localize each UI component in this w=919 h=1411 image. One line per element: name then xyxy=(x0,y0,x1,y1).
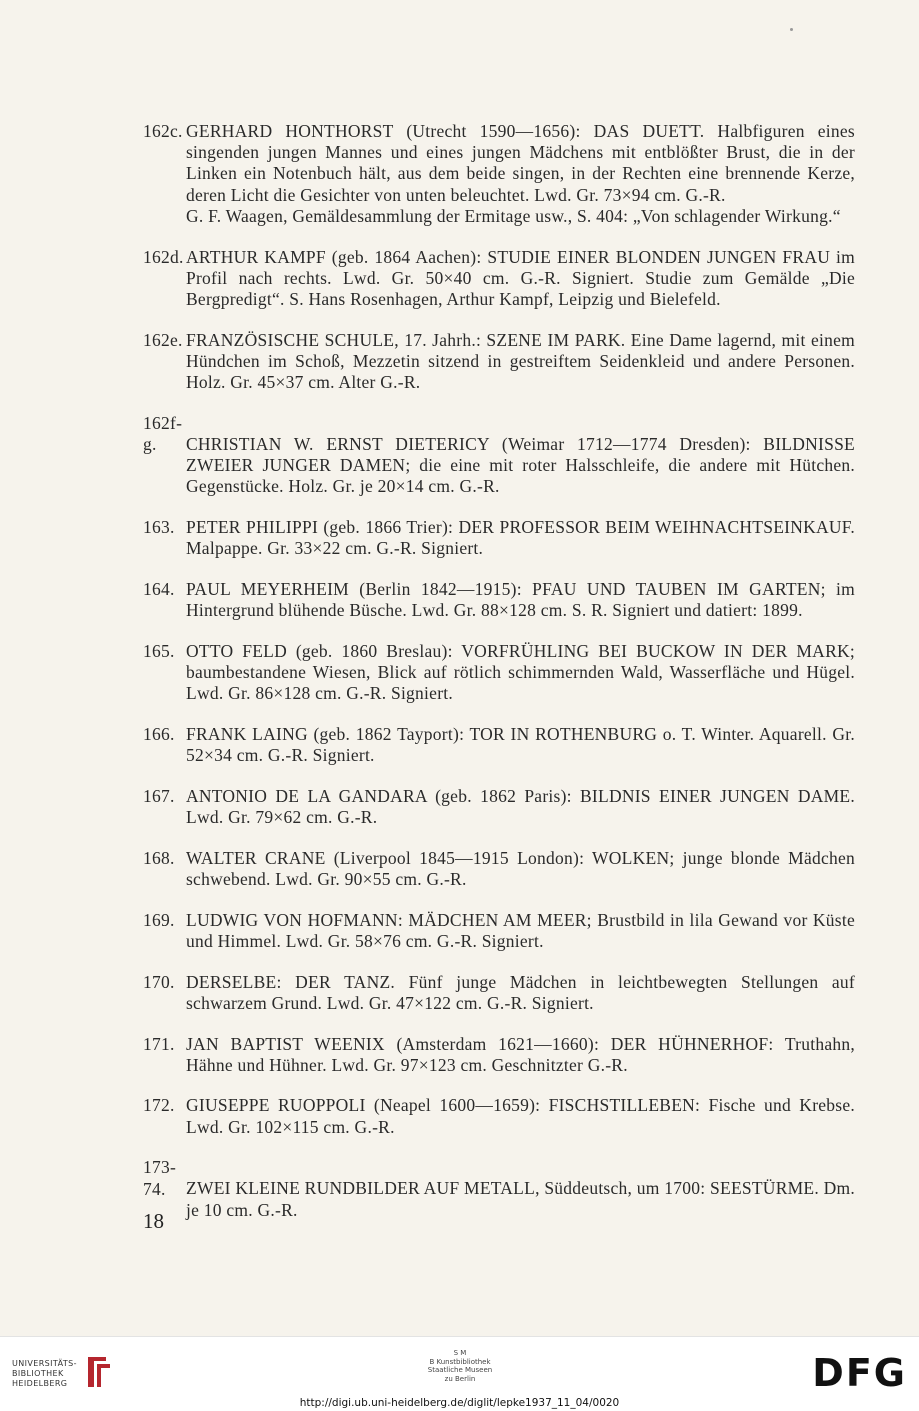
permalink[interactable]: http://digi.ub.uni-heidelberg.de/diglit/lepke1937_11_04/0020 xyxy=(299,1397,620,1409)
lot-description: ANTONIO DE LA GANDARA (geb. 1862 Paris): BILDNIS EINER JUNGEN DAME. Lwd. Gr. 79×62 cm. G.-R. xyxy=(186,785,855,828)
lot-description: FRANZÖSISCHE SCHULE, 17. Jahrh.: SZENE IM PARK. Eine Dame lagernd, mit einem Hündchen im Schoß, Mezzetin sitzend in gestreiftem Seidenkleid und andere Personen. Holz. Gr. 45×37 cm. Alter G.-R. xyxy=(186,329,855,393)
lot-description: FRANK LAING (geb. 1862 Tayport): TOR IN ROTHENBURG o. T. Winter. Aquarell. Gr. 52×34 cm. G.-R. Signiert. xyxy=(186,723,855,766)
lot-number: 170. xyxy=(143,971,175,992)
dfg-logo: DFG xyxy=(812,1351,907,1395)
lot-description: GIUSEPPE RUOPPOLI (Neapel 1600—1659): FISCHSTILLEBEN: Fische und Krebse. Lwd. Gr. 102×115 cm. G.-R. xyxy=(186,1095,855,1137)
lot-number: 162f-g. xyxy=(143,412,183,454)
lot-description: DERSELBE: DER TANZ. Fünf junge Mädchen in leichtbewegten Stellungen auf schwarzem Grund. Lwd. Gr. 47×122 cm. G.-R. Signiert. xyxy=(186,971,855,1013)
catalog-entry xyxy=(143,1095,855,1137)
lot-description: ZWEI KLEINE RUNDBILDER AUF METALL, Süddeutsch, um 1700: SEESTÜRME. Dm. je 10 cm. G.-R. xyxy=(186,1178,855,1220)
stamp-line: Staatliche Museen xyxy=(427,1366,493,1374)
lot-description: PAUL MEYERHEIM (Berlin 1842—1915): PFAU UND TAUBEN IM GARTEN; im Hintergrund blühende Büsche. Lwd. Gr. 88×128 cm. S. R. Signiert und datiert: 1899. xyxy=(186,578,855,621)
lot-number: 167. xyxy=(143,785,175,806)
stamp-line: zu Berlin xyxy=(444,1374,476,1383)
catalog-entry xyxy=(143,579,855,621)
lot-description: JAN BAPTIST WEENIX (Amsterdam 1621—1660): DER HÜHNERHOF: Truthahn, Hähne und Hühner. Lwd. Gr. 97×123 cm. Geschnitzter G.-R. xyxy=(186,1033,855,1075)
catalog-entry xyxy=(143,848,855,890)
lot-number: 166. xyxy=(143,723,175,744)
lot-number: 162e. xyxy=(143,329,183,350)
university-library-label xyxy=(12,1359,77,1389)
lot-number: 168. xyxy=(143,847,175,868)
lot-number: 171. xyxy=(143,1033,175,1054)
catalog-entry xyxy=(143,121,855,227)
lot-description: CHRISTIAN W. ERNST DIETERICY (Weimar 1712—1774 Dresden): BILDNISSE ZWEIER JUNGER DAMEN; die eine mit roter Halsschleife, die andere mit Hütchen. Gegenstücke. Holz. Gr. je 20×14 cm. G.-R. xyxy=(186,433,855,497)
lot-description: WALTER CRANE (Liverpool 1845—1915 London): WOLKEN; junge blonde Mädchen schwebend. Lwd. Gr. 90×55 cm. G.-R. xyxy=(186,847,855,889)
lot-number: 165. xyxy=(143,640,175,661)
catalog-entry xyxy=(143,641,855,705)
catalog-entry xyxy=(143,1157,855,1221)
university-line: HEIDELBERG xyxy=(12,1379,68,1388)
university-line: BIBLIOTHEK xyxy=(12,1369,64,1378)
catalog-entries xyxy=(143,121,855,1240)
catalog-entry xyxy=(143,972,855,1014)
catalog-entry xyxy=(143,1034,855,1076)
stamp-line: S M xyxy=(453,1349,467,1357)
lot-number: 169. xyxy=(143,909,175,930)
university-logo-icon xyxy=(84,1353,114,1391)
catalog-entry xyxy=(143,517,855,559)
lot-description: GERHARD HONTHORST (Utrecht 1590—1656): DAS DUETT. Halbfiguren eines singenden jungen Mannes und eines jungen Mädchens mit entblößter Brust, die in der Linken ein Notenbuch hält, aus dem beide singen, in der Rechten eine brennende Kerze, deren Licht die Gesichter von unten beleuchtet. Lwd. Gr. 73×94 cm. G.-R. xyxy=(186,121,855,205)
catalog-entry xyxy=(143,910,855,952)
lot-number: 163. xyxy=(143,517,175,538)
lot-description: ARTHUR KAMPF (geb. 1864 Aachen): STUDIE EINER BLONDEN JUNGEN FRAU im Profil nach rechts. Lwd. Gr. 50×40 cm. G.-R. Signiert. Studie zum Gemälde „Die Bergpredigt“. S. Hans Rosenhagen, Arthur Kampf, Leipzig und Bielefeld. xyxy=(186,246,855,309)
lot-number: 173-74. xyxy=(143,1157,177,1199)
library-stamp xyxy=(410,1349,510,1383)
dust-mark xyxy=(790,28,793,31)
stamp-line: B Kunstbibliothek xyxy=(429,1357,491,1366)
lot-description: OTTO FELD (geb. 1860 Breslau): VORFRÜHLING BEI BUCKOW IN DER MARK; baumbestandene Wiesen, Blick auf rötlich schimmernden Wald, Wasserfläche und Hügel. Lwd. Gr. 86×128 cm. G.-R. Signiert. xyxy=(186,640,855,704)
lot-description: LUDWIG VON HOFMANN: MÄDCHEN AM MEER; Brustbild in lila Gewand vor Küste und Himmel. Lwd. Gr. 58×76 cm. G.-R. Signiert. xyxy=(186,909,855,951)
lot-number: 162c. xyxy=(143,121,183,141)
catalog-entry xyxy=(143,724,855,766)
catalog-entry xyxy=(143,247,855,311)
lot-description: PETER PHILIPPI (geb. 1866 Trier): DER PROFESSOR BEIM WEIHNACHTSEINKAUF. Malpappe. Gr. 33×22 cm. G.-R. Signiert. xyxy=(186,517,855,559)
catalog-entry xyxy=(143,786,855,828)
lot-number: 162d. xyxy=(143,246,184,267)
lot-number: 164. xyxy=(143,578,175,599)
digitization-footer xyxy=(0,1336,919,1411)
page-number: 18 xyxy=(143,1209,164,1233)
university-line: UNIVERSITÄTS- xyxy=(12,1359,77,1368)
lot-reference: G. F. Waagen, Gemäldesammlung der Ermitage usw., S. 404: „Von schlagender Wirkung.“ xyxy=(186,205,841,226)
lot-number: 172. xyxy=(143,1095,175,1116)
catalog-entry xyxy=(143,413,855,498)
catalog-entry xyxy=(143,330,855,394)
